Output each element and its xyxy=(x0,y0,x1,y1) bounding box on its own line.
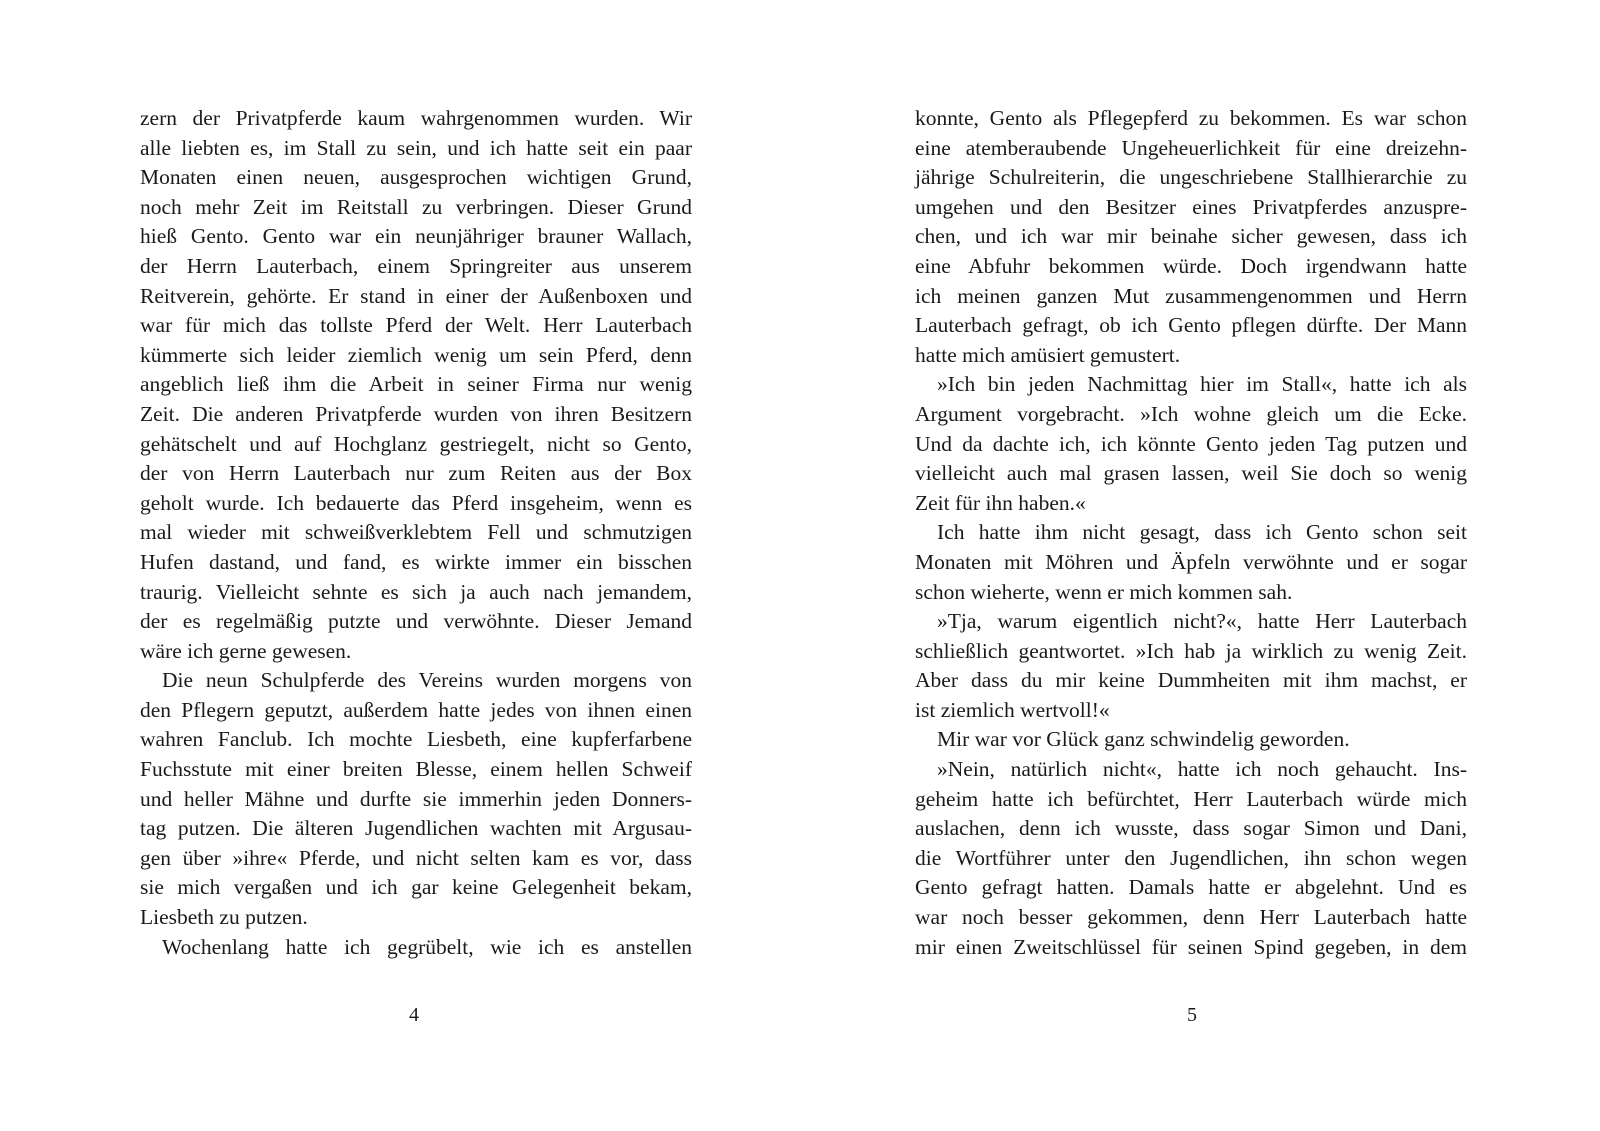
text-line: sie mich vergaßen und ich gar keine Gelegenheit bekam, xyxy=(140,875,692,900)
text-line: zern der Privatpferde kaum wahrgenommen wurden. Wir xyxy=(140,106,692,130)
text-line: Monaten einen neuen, ausgesprochen wichtigen Grund, xyxy=(140,165,692,190)
text-line: den Pflegern geputzt, außerdem hatte jedes von ihnen einen xyxy=(140,697,692,722)
text-line: chen, und ich war mir beinahe sicher gewesen, dass ich xyxy=(915,224,1467,249)
text-line: die Wortführer unter den Jugendlichen, ihn schon wegen xyxy=(915,845,1467,870)
text-line: Fuchsstute mit einer breiten Blesse, einem hellen Schweif xyxy=(140,757,692,782)
text-line: ich meinen ganzen Mut zusammengenommen und Herrn xyxy=(915,283,1467,308)
page-number-left: 4 xyxy=(409,1004,419,1026)
text-line: wahren Fanclub. Ich mochte Liesbeth, eine kupferfarbene xyxy=(140,727,692,752)
text-line: Ich hatte ihm nicht gesagt, dass ich Gento schon seit xyxy=(937,520,1467,545)
text-line: Mir war vor Glück ganz schwindelig geworden. xyxy=(937,727,1350,752)
text-line: »Nein, natürlich nicht«, hatte ich noch gehaucht. Ins- xyxy=(937,757,1467,782)
text-line: eine Abfuhr bekommen würde. Doch irgendwann hatte xyxy=(915,253,1467,278)
text-line: Monaten mit Möhren und Äpfeln verwöhnte und er sogar xyxy=(915,549,1467,574)
text-line: geheim hatte ich befürchtet, Herr Lauterbach würde mich xyxy=(915,786,1467,811)
text-line: mal wieder mit schweißverklebtem Fell und schmutzigen xyxy=(140,520,692,545)
text-line: der von Herrn Lauterbach nur zum Reiten aus der Box xyxy=(140,461,692,486)
text-line: jährige Schulreiterin, die ungeschriebene Stallhierarchie zu xyxy=(915,165,1467,190)
text-line: gehätschelt und auf Hochglanz gestriegelt, nicht so Gento, xyxy=(140,431,692,456)
text-line: auslachen, denn ich wusste, dass sogar Simon und Dani, xyxy=(915,816,1467,841)
text-line: Gento gefragt hatten. Damals hatte er abgelehnt. Und es xyxy=(915,875,1467,900)
text-line: eine atemberaubende Ungeheuerlichkeit für eine dreizehn- xyxy=(915,135,1467,160)
text-line: kümmerte sich leider ziemlich wenig um sein Pferd, denn xyxy=(140,342,692,367)
left-page-body xyxy=(140,104,692,962)
text-line: gen über »ihre« Pferde, und nicht selten kam es vor, dass xyxy=(140,845,692,870)
text-line: Liesbeth zu putzen. xyxy=(140,905,308,930)
text-line: war noch besser gekommen, denn Herr Lauterbach hatte xyxy=(915,905,1467,930)
text-line: »Ich bin jeden Nachmittag hier im Stall«, hatte ich als xyxy=(937,372,1467,397)
text-line: der es regelmäßig putzte und verwöhnte. Dieser Jemand xyxy=(140,609,692,634)
text-line: »Tja, warum eigentlich nicht?«, hatte Herr Lauterbach xyxy=(937,609,1467,634)
text-line: vielleicht auch mal grasen lassen, weil Sie doch so wenig xyxy=(915,461,1467,486)
text-line: Reitverein, gehörte. Er stand in einer der Außenboxen und xyxy=(140,283,692,308)
text-line: konnte, Gento als Pflegepferd zu bekommen. Es war schon xyxy=(915,106,1467,130)
text-line: umgehen und den Besitzer eines Privatpferdes anzuspre- xyxy=(915,194,1467,219)
text-line: Zeit. Die anderen Privatpferde wurden von ihren Besitzern xyxy=(140,401,692,426)
text-line: mir einen Zweitschlüssel für seinen Spind gegeben, in dem xyxy=(915,934,1467,959)
page-number-right: 5 xyxy=(1187,1004,1197,1026)
text-line: hatte mich amüsiert gemustert. xyxy=(915,342,1181,367)
right-page-body xyxy=(915,104,1467,962)
text-line: tag putzen. Die älteren Jugendlichen wachten mit Argusau- xyxy=(140,816,692,841)
text-line: geholt wurde. Ich bedauerte das Pferd insgeheim, wenn es xyxy=(140,490,692,515)
text-line: wäre ich gerne gewesen. xyxy=(140,638,352,663)
text-line: Hufen dastand, und fand, es wirkte immer ein bisschen xyxy=(140,549,692,574)
text-line: Lauterbach gefragt, ob ich Gento pflegen dürfte. Der Mann xyxy=(915,313,1467,338)
text-line: Die neun Schulpferde des Vereins wurden morgens von xyxy=(162,668,692,693)
text-line: noch mehr Zeit im Reitstall zu verbringen. Dieser Grund xyxy=(140,194,692,219)
text-line: war für mich das tollste Pferd der Welt. Herr Lauterbach xyxy=(140,313,692,338)
text-line: angeblich ließ ihm die Arbeit in seiner Firma nur wenig xyxy=(140,372,692,397)
text-line: schließlich geantwortet. »Ich hab ja wirklich zu wenig Zeit. xyxy=(915,638,1467,663)
text-line: Wochenlang hatte ich gegrübelt, wie ich es anstellen xyxy=(162,934,692,959)
text-line: Zeit für ihn haben.« xyxy=(915,490,1086,515)
text-line: traurig. Vielleicht sehnte es sich ja auch nach jemandem, xyxy=(140,579,692,604)
text-line: und heller Mähne und durfte sie immerhin jeden Donners- xyxy=(140,786,692,811)
text-line: hieß Gento. Gento war ein neunjähriger brauner Wallach, xyxy=(140,224,692,249)
text-line: Aber dass du mir keine Dummheiten mit ihm machst, er xyxy=(915,668,1467,693)
text-line: Argument vorgebracht. »Ich wohne gleich um die Ecke. xyxy=(915,401,1467,426)
text-line: der Herrn Lauterbach, einem Springreiter aus unserem xyxy=(140,253,692,278)
text-line: ist ziemlich wertvoll!« xyxy=(915,697,1110,722)
text-line: Und da dachte ich, ich könnte Gento jeden Tag putzen und xyxy=(915,431,1467,456)
text-line: alle liebten es, im Stall zu sein, und ich hatte seit ein paar xyxy=(140,135,692,160)
text-line: schon wieherte, wenn er mich kommen sah. xyxy=(915,579,1293,604)
